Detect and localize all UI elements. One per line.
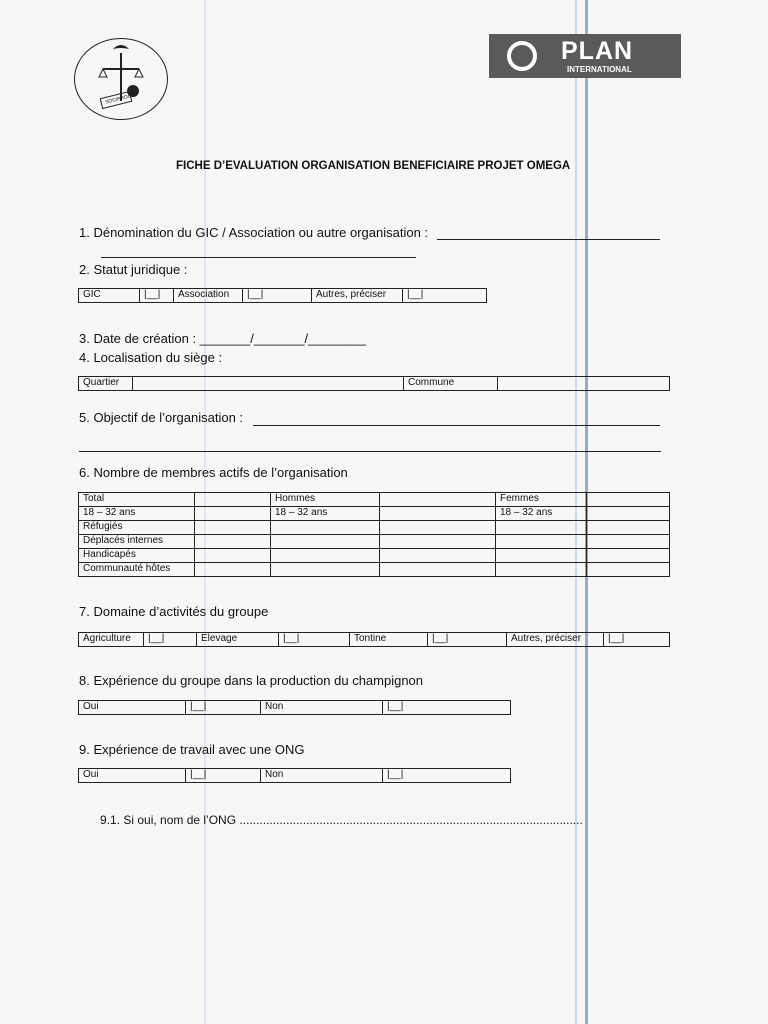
table-cell[interactable] [195, 521, 271, 535]
table-cell[interactable] [380, 493, 496, 507]
table-row [79, 507, 670, 521]
option-tontine: Tontine [350, 633, 428, 647]
table-cell[interactable] [587, 549, 670, 563]
commune-label: Commune [404, 377, 498, 391]
objectif-field-line2[interactable] [79, 439, 661, 452]
plan-logo-icon [507, 41, 537, 71]
table-cell[interactable] [380, 549, 496, 563]
question-3-label[interactable]: 3. Date de création : _______/_______/________ [79, 331, 366, 346]
option-autres-activites: Autres, préciser [507, 633, 604, 647]
table-cell: Femmes [496, 493, 587, 507]
table-cell[interactable] [496, 521, 587, 535]
question-4-label: 4. Localisation du siège : [79, 350, 223, 365]
option-agriculture: Agriculture [79, 633, 144, 647]
question-9-1-label[interactable]: 9.1. Si oui, nom de l’ONG ....................................................................................................... [100, 813, 583, 827]
table-cell: 18 – 32 ans [271, 507, 380, 521]
table-cell[interactable] [195, 507, 271, 521]
elevage-checkbox[interactable]: |__| [279, 633, 350, 647]
experience-ong-table [78, 768, 511, 783]
table-row [79, 493, 670, 507]
table-cell[interactable] [587, 563, 670, 577]
table-cell[interactable] [271, 563, 380, 577]
non-checkbox[interactable]: |__| [383, 701, 511, 715]
table-cell[interactable] [380, 521, 496, 535]
table-cell[interactable] [380, 535, 496, 549]
organization-seal-logo [74, 38, 168, 120]
table-cell[interactable] [380, 507, 496, 521]
table-cell[interactable] [195, 563, 271, 577]
domaine-activites-table [78, 632, 670, 647]
seal-text: SOCIPROGD [104, 92, 136, 106]
table-cell[interactable] [271, 521, 380, 535]
table-row [79, 521, 670, 535]
plan-brand: PLAN [561, 37, 634, 65]
membres-table [78, 492, 670, 577]
option-non: Non [261, 701, 383, 715]
table-cell[interactable] [195, 493, 271, 507]
agriculture-checkbox[interactable]: |__| [144, 633, 197, 647]
table-cell[interactable] [380, 563, 496, 577]
table-cell[interactable] [195, 535, 271, 549]
question-9-label: 9. Expérience de travail avec une ONG [79, 742, 305, 757]
table-cell: 18 – 32 ans [496, 507, 587, 521]
table-cell[interactable] [587, 493, 670, 507]
table-cell[interactable] [496, 563, 587, 577]
table-cell[interactable] [587, 507, 670, 521]
table-row [79, 535, 670, 549]
table-cell[interactable] [195, 549, 271, 563]
question-7-label: 7. Domaine d’activités du groupe [79, 604, 269, 619]
table-cell[interactable] [271, 549, 380, 563]
oui-checkbox[interactable]: |__| [186, 701, 261, 715]
table-cell: Total [79, 493, 195, 507]
plan-sub: INTERNATIONAL [567, 65, 632, 74]
table-cell[interactable] [587, 521, 670, 535]
table-cell: Hommes [271, 493, 380, 507]
table-cell[interactable] [496, 535, 587, 549]
gic-checkbox[interactable]: |__| [140, 289, 174, 303]
objectif-field[interactable] [253, 411, 660, 426]
oui-checkbox[interactable]: |__| [186, 769, 261, 783]
table-cell: Déplacés internes [79, 535, 195, 549]
table-cell[interactable] [271, 535, 380, 549]
association-checkbox[interactable]: |__| [243, 289, 312, 303]
option-non: Non [261, 769, 383, 783]
tontine-checkbox[interactable]: |__| [428, 633, 507, 647]
option-gic: GIC [79, 289, 140, 303]
table-cell: 18 – 32 ans [79, 507, 195, 521]
autres-activites-checkbox[interactable]: |__| [604, 633, 670, 647]
quartier-field[interactable] [133, 377, 404, 391]
commune-field[interactable] [498, 377, 670, 391]
question-8-label: 8. Expérience du groupe dans la production du champignon [79, 673, 424, 688]
table-row [79, 563, 670, 577]
experience-champignon-table [78, 700, 511, 715]
question-1-label: 1. Dénomination du GIC / Association ou autre organisation : [79, 225, 429, 240]
table-cell: Réfugiés [79, 521, 195, 535]
option-association: Association [174, 289, 243, 303]
denomination-field[interactable] [437, 225, 660, 240]
option-oui: Oui [79, 769, 186, 783]
table-cell[interactable] [496, 549, 587, 563]
denomination-field-line2[interactable] [101, 243, 416, 258]
question-6-label: 6. Nombre de membres actifs de l’organisation [79, 465, 348, 480]
non-checkbox[interactable]: |__| [383, 769, 511, 783]
localisation-table [78, 376, 670, 391]
table-row [79, 549, 670, 563]
option-oui: Oui [79, 701, 186, 715]
table-cell: Handicapés [79, 549, 195, 563]
autres-checkbox[interactable]: |__| [403, 289, 487, 303]
question-2-label: 2. Statut juridique : [79, 262, 188, 277]
quartier-label: Quartier [79, 377, 133, 391]
option-autres: Autres, préciser [312, 289, 403, 303]
plan-international-logo [489, 34, 681, 78]
table-cell[interactable] [587, 535, 670, 549]
statut-juridique-table [78, 288, 487, 303]
option-elevage: Elevage [197, 633, 279, 647]
question-5-label: 5. Objectif de l’organisation : [79, 410, 244, 425]
table-cell: Communauté hôtes [79, 563, 195, 577]
page-title: FICHE D’EVALUATION ORGANISATION BENEFICIAIRE PROJET OMEGA [176, 160, 571, 172]
